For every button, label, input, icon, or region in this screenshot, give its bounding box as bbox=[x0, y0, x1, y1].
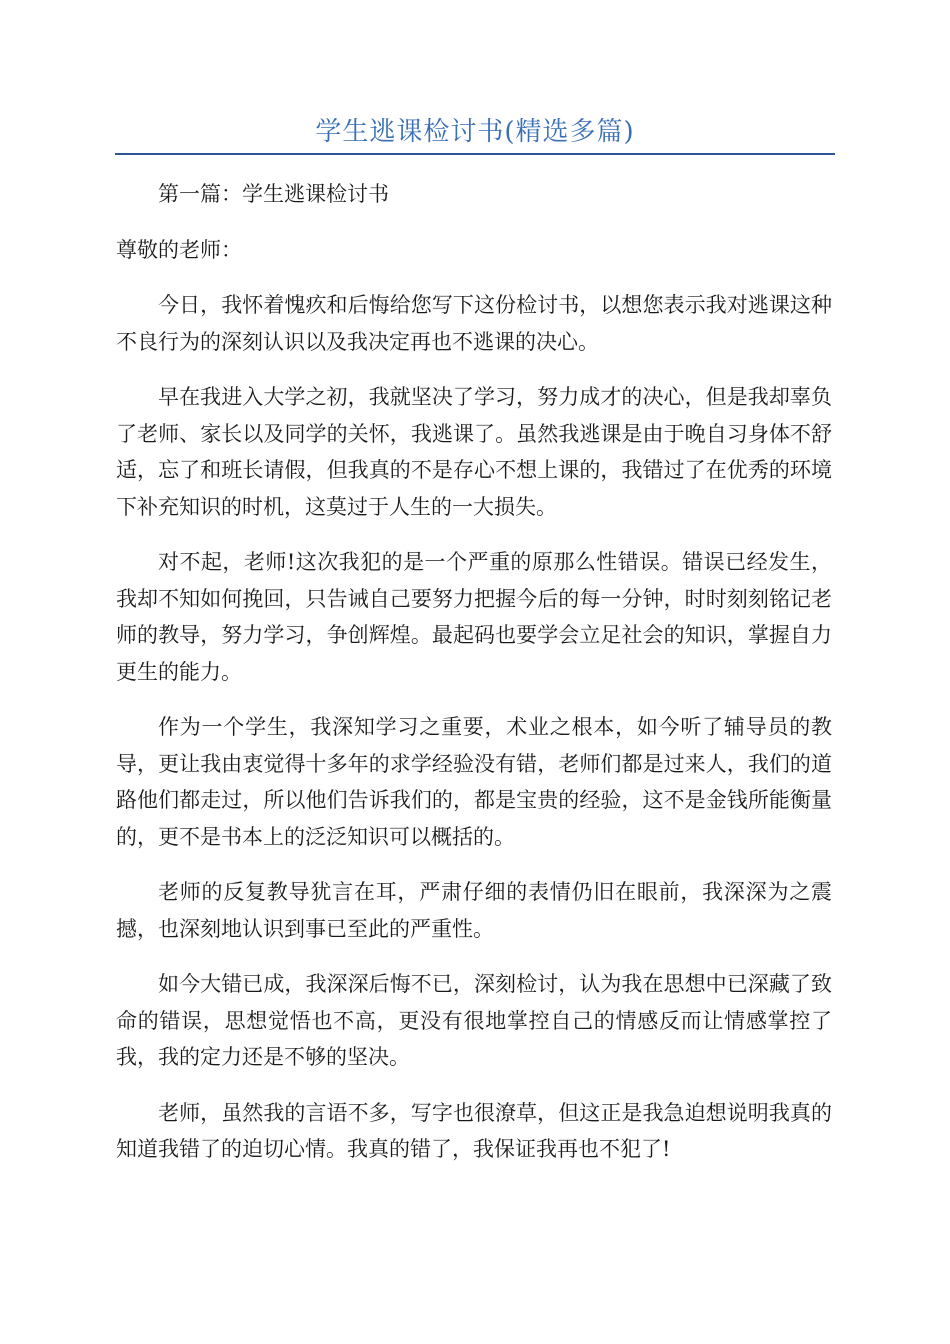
section-heading: 第一篇：学生逃课检讨书 bbox=[158, 182, 389, 206]
paragraph: 早在我进入大学之初，我就坚决了学习，努力成才的决心，但是我却辜负了老师、家长以及同学的关怀，我逃课了。虽然我逃课是由于晚自习身体不舒适，忘了和班长请假，但我真的不是存心不想上课的，我错过了在优秀的环境下补充知识的时机，这莫过于人生的一大损失。 bbox=[116, 385, 832, 519]
paragraph: 作为一个学生，我深知学习之重要，术业之根本，如今听了辅导员的教导，更让我由衷觉得十多年的求学经验没有错，老师们都是过来人，我们的道路他们都走过，所以他们告诉我们的，都是宝贵的经验，这不是金钱所能衡量的，更不是书本上的泛泛知识可以概括的。 bbox=[116, 715, 832, 849]
paragraph: 老师的反复教导犹言在耳，严肃仔细的表情仍旧在眼前，我深深为之震撼，也深刻地认识到事已至此的严重性。 bbox=[116, 880, 832, 941]
paragraph: 今日，我怀着愧疚和后悔给您写下这份检讨书，以想您表示我对逃课这种不良行为的深刻认识以及我决定再也不逃课的决心。 bbox=[116, 293, 832, 354]
document-body bbox=[116, 176, 832, 1187]
paragraph: 老师，虽然我的言语不多，写字也很潦草，但这正是我急迫想说明我真的知道我错了的迫切心情。我真的错了，我保证我再也不犯了! bbox=[116, 1100, 832, 1161]
document-title: 学生逃课检讨书(精选多篇) bbox=[315, 117, 635, 147]
salutation: 尊敬的老师： bbox=[116, 237, 242, 262]
paragraph: 如今大错已成，我深深后悔不已，深刻检讨，认为我在思想中已深藏了致命的错误，思想觉悟也不高，更没有很地掌控自己的情感反而让情感掌控了我，我的定力还是不够的坚决。 bbox=[116, 972, 832, 1069]
paragraph: 对不起，老师!这次我犯的是一个严重的原那么性错误。错误已经发生，我却不知如何挽回，只告诫自己要努力把握今后的每一分钟，时时刻刻铭记老师的教导，努力学习，争创辉煌。最起码也要学会立足社会的知识，掌握自力更生的能力。 bbox=[116, 550, 832, 684]
title-underline bbox=[115, 153, 835, 155]
